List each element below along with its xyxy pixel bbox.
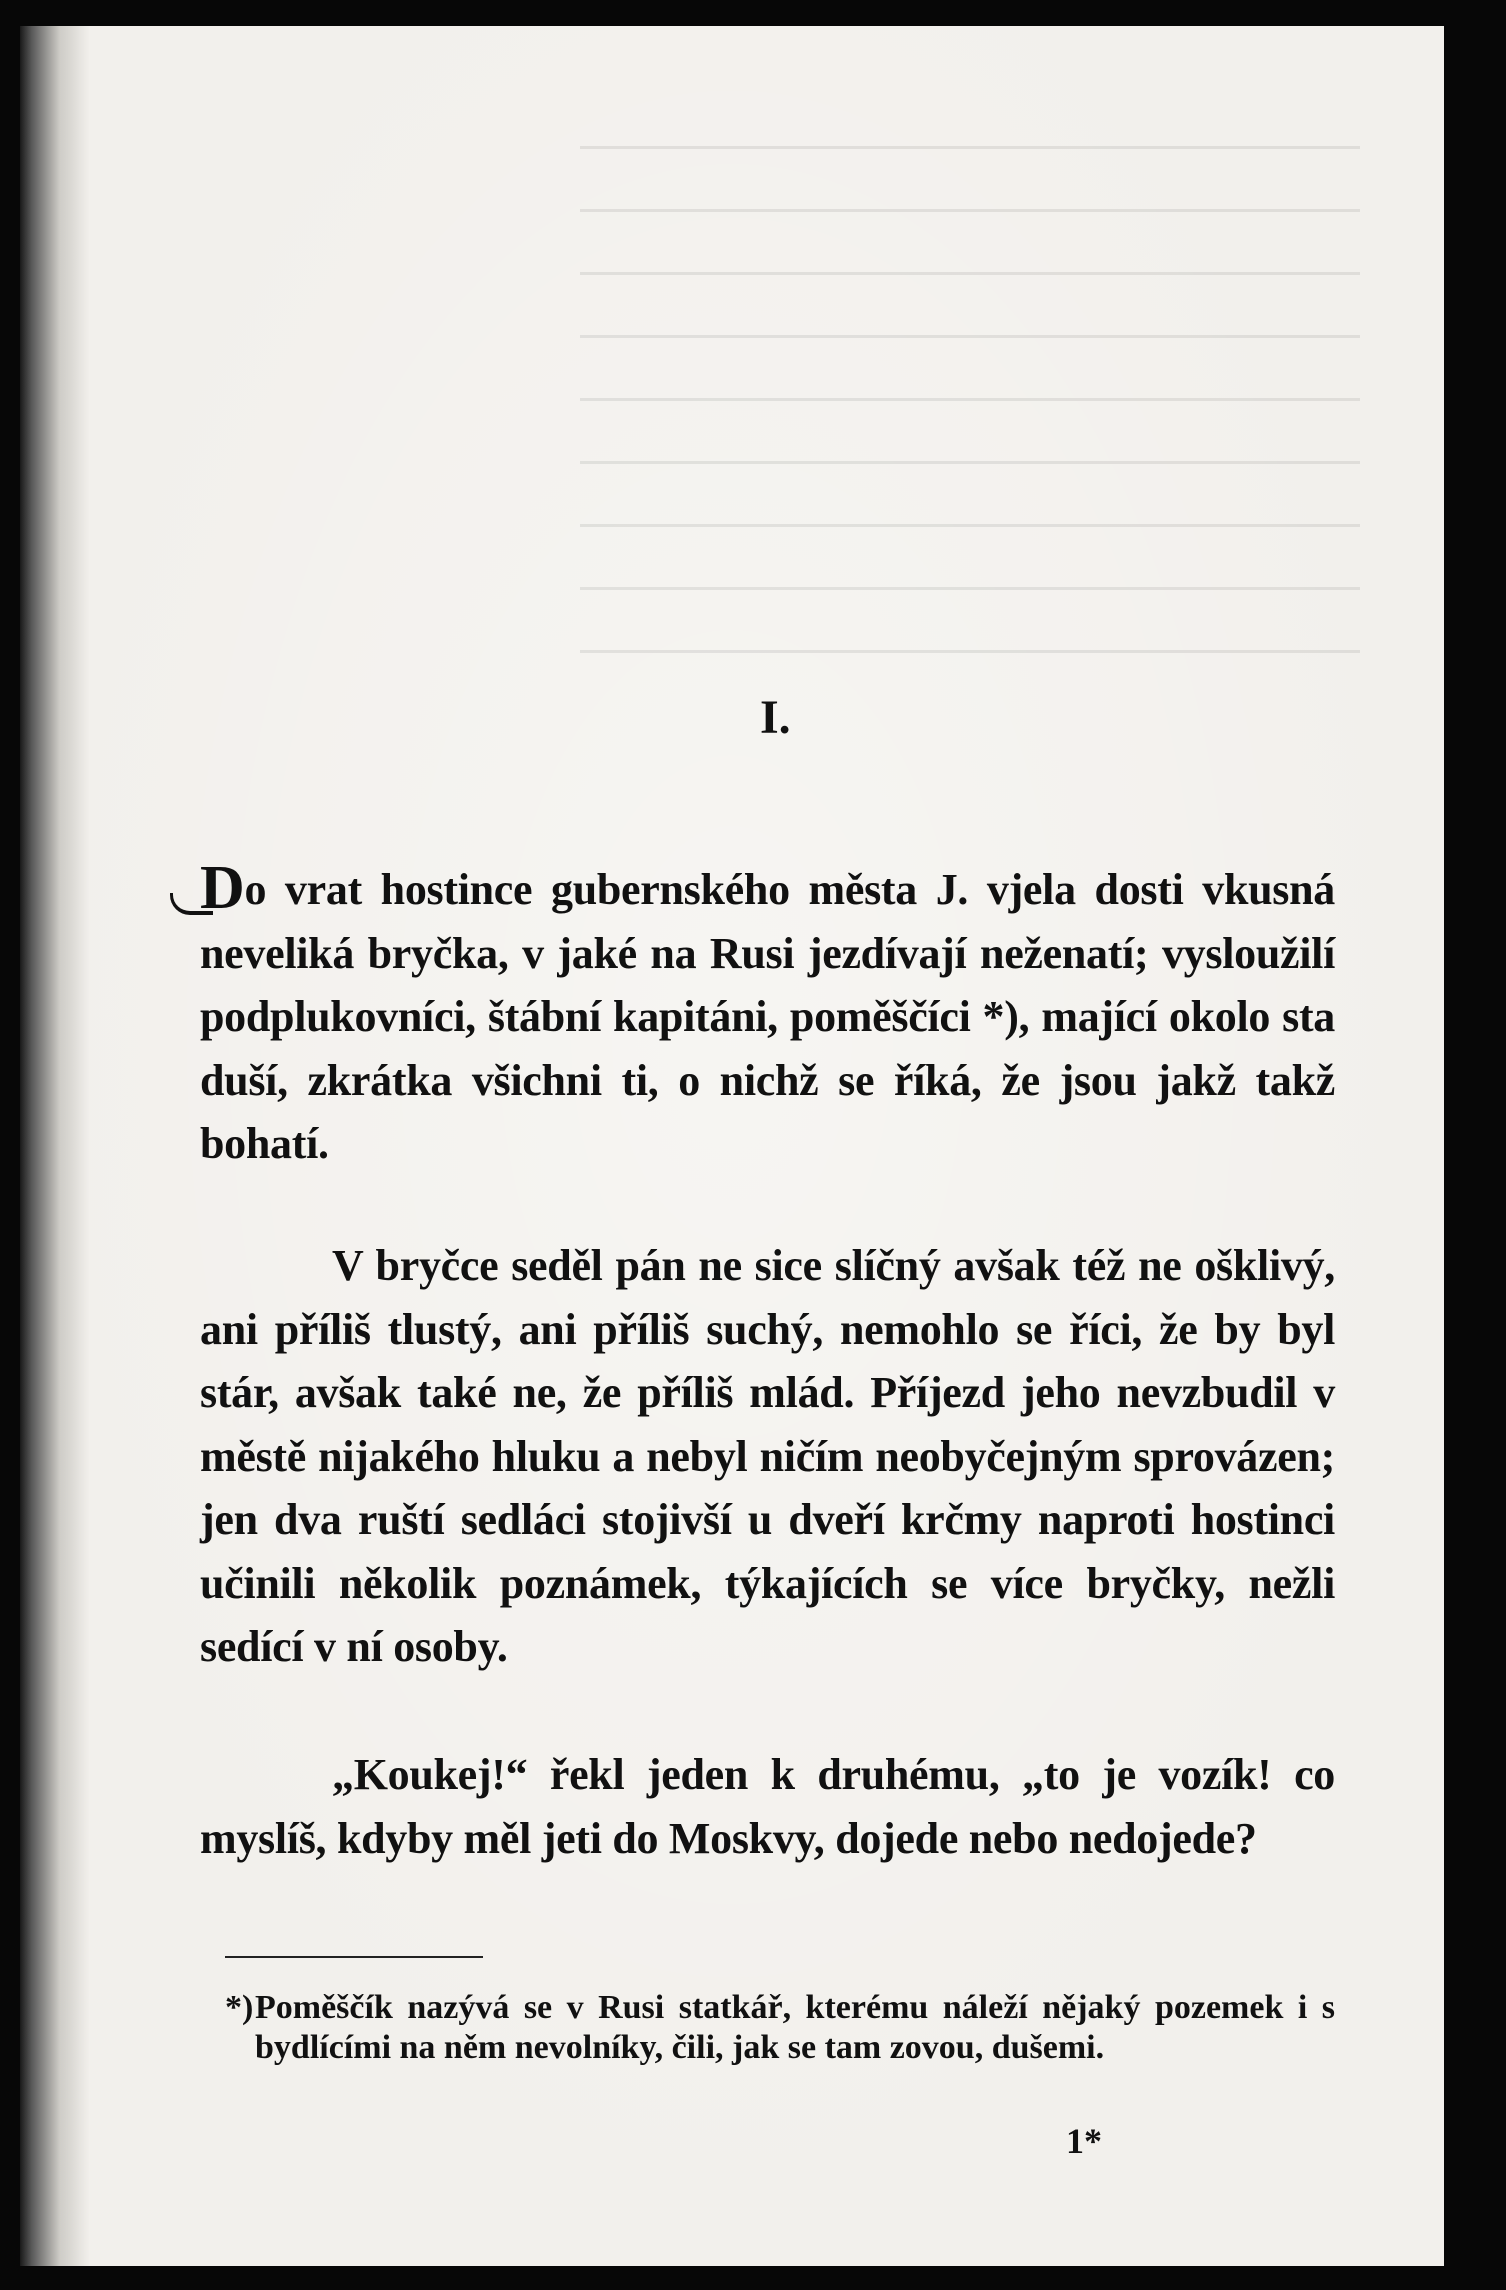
- footnote-rule: [225, 1956, 483, 1958]
- drop-cap: [200, 854, 245, 922]
- drop-cap-letter: D: [200, 854, 245, 922]
- show-through-texture: [580, 146, 1360, 706]
- footnote-text: Poměščík nazývá se v Rusi statkář, kterému náleží nějaký pozemek i s bydlícími na něm nevolníky, čili, jak se tam zovou, dušemi.: [255, 1989, 1335, 2066]
- footnote-mark: *): [225, 1989, 254, 2026]
- paragraph-2: V bryčce seděl pán ne sice slíčný avšak též ne ošklivý, ani příliš tlustý, ani příliš suchý, nemohlo se říci, že by byl stár, avšak také ne, že příliš mlád. Příjezd jeho nevzbudil v městě nijakého hluku a nebyl ničím neobyčejným sprovázen; jen dva ruští sedláci stojivší u dveří krčmy naproti hostinci učinili několik poznámek, týkajících se více bryčky, nežli sedící v ní osoby.: [200, 1241, 1335, 1671]
- chapter-number: I.: [760, 691, 791, 744]
- footnote: [225, 1988, 1335, 2068]
- paragraph-1-text: o vrat hostince gubernského města J. vjela dosti vkusná neveliká bryčka, v jaké na Rusi jezdívají neženatí; vysloužilí podplukovníci, štábní kapitáni, poměščíci *), mající okolo sta duší, zkrátka všichni ti, o nichž se říká, že jsou jakž takž bohatí.: [200, 865, 1335, 1168]
- signature-mark: 1*: [1066, 2121, 1102, 2161]
- paragraph-1: [200, 853, 1335, 1176]
- binding-edge: [20, 26, 90, 2266]
- paragraph-3: „Koukej!“ řekl jeden k druhému, „to je vozík! co myslíš, kdyby měl jeti do Moskvy, dojede nebo nedojede?: [200, 1750, 1335, 1863]
